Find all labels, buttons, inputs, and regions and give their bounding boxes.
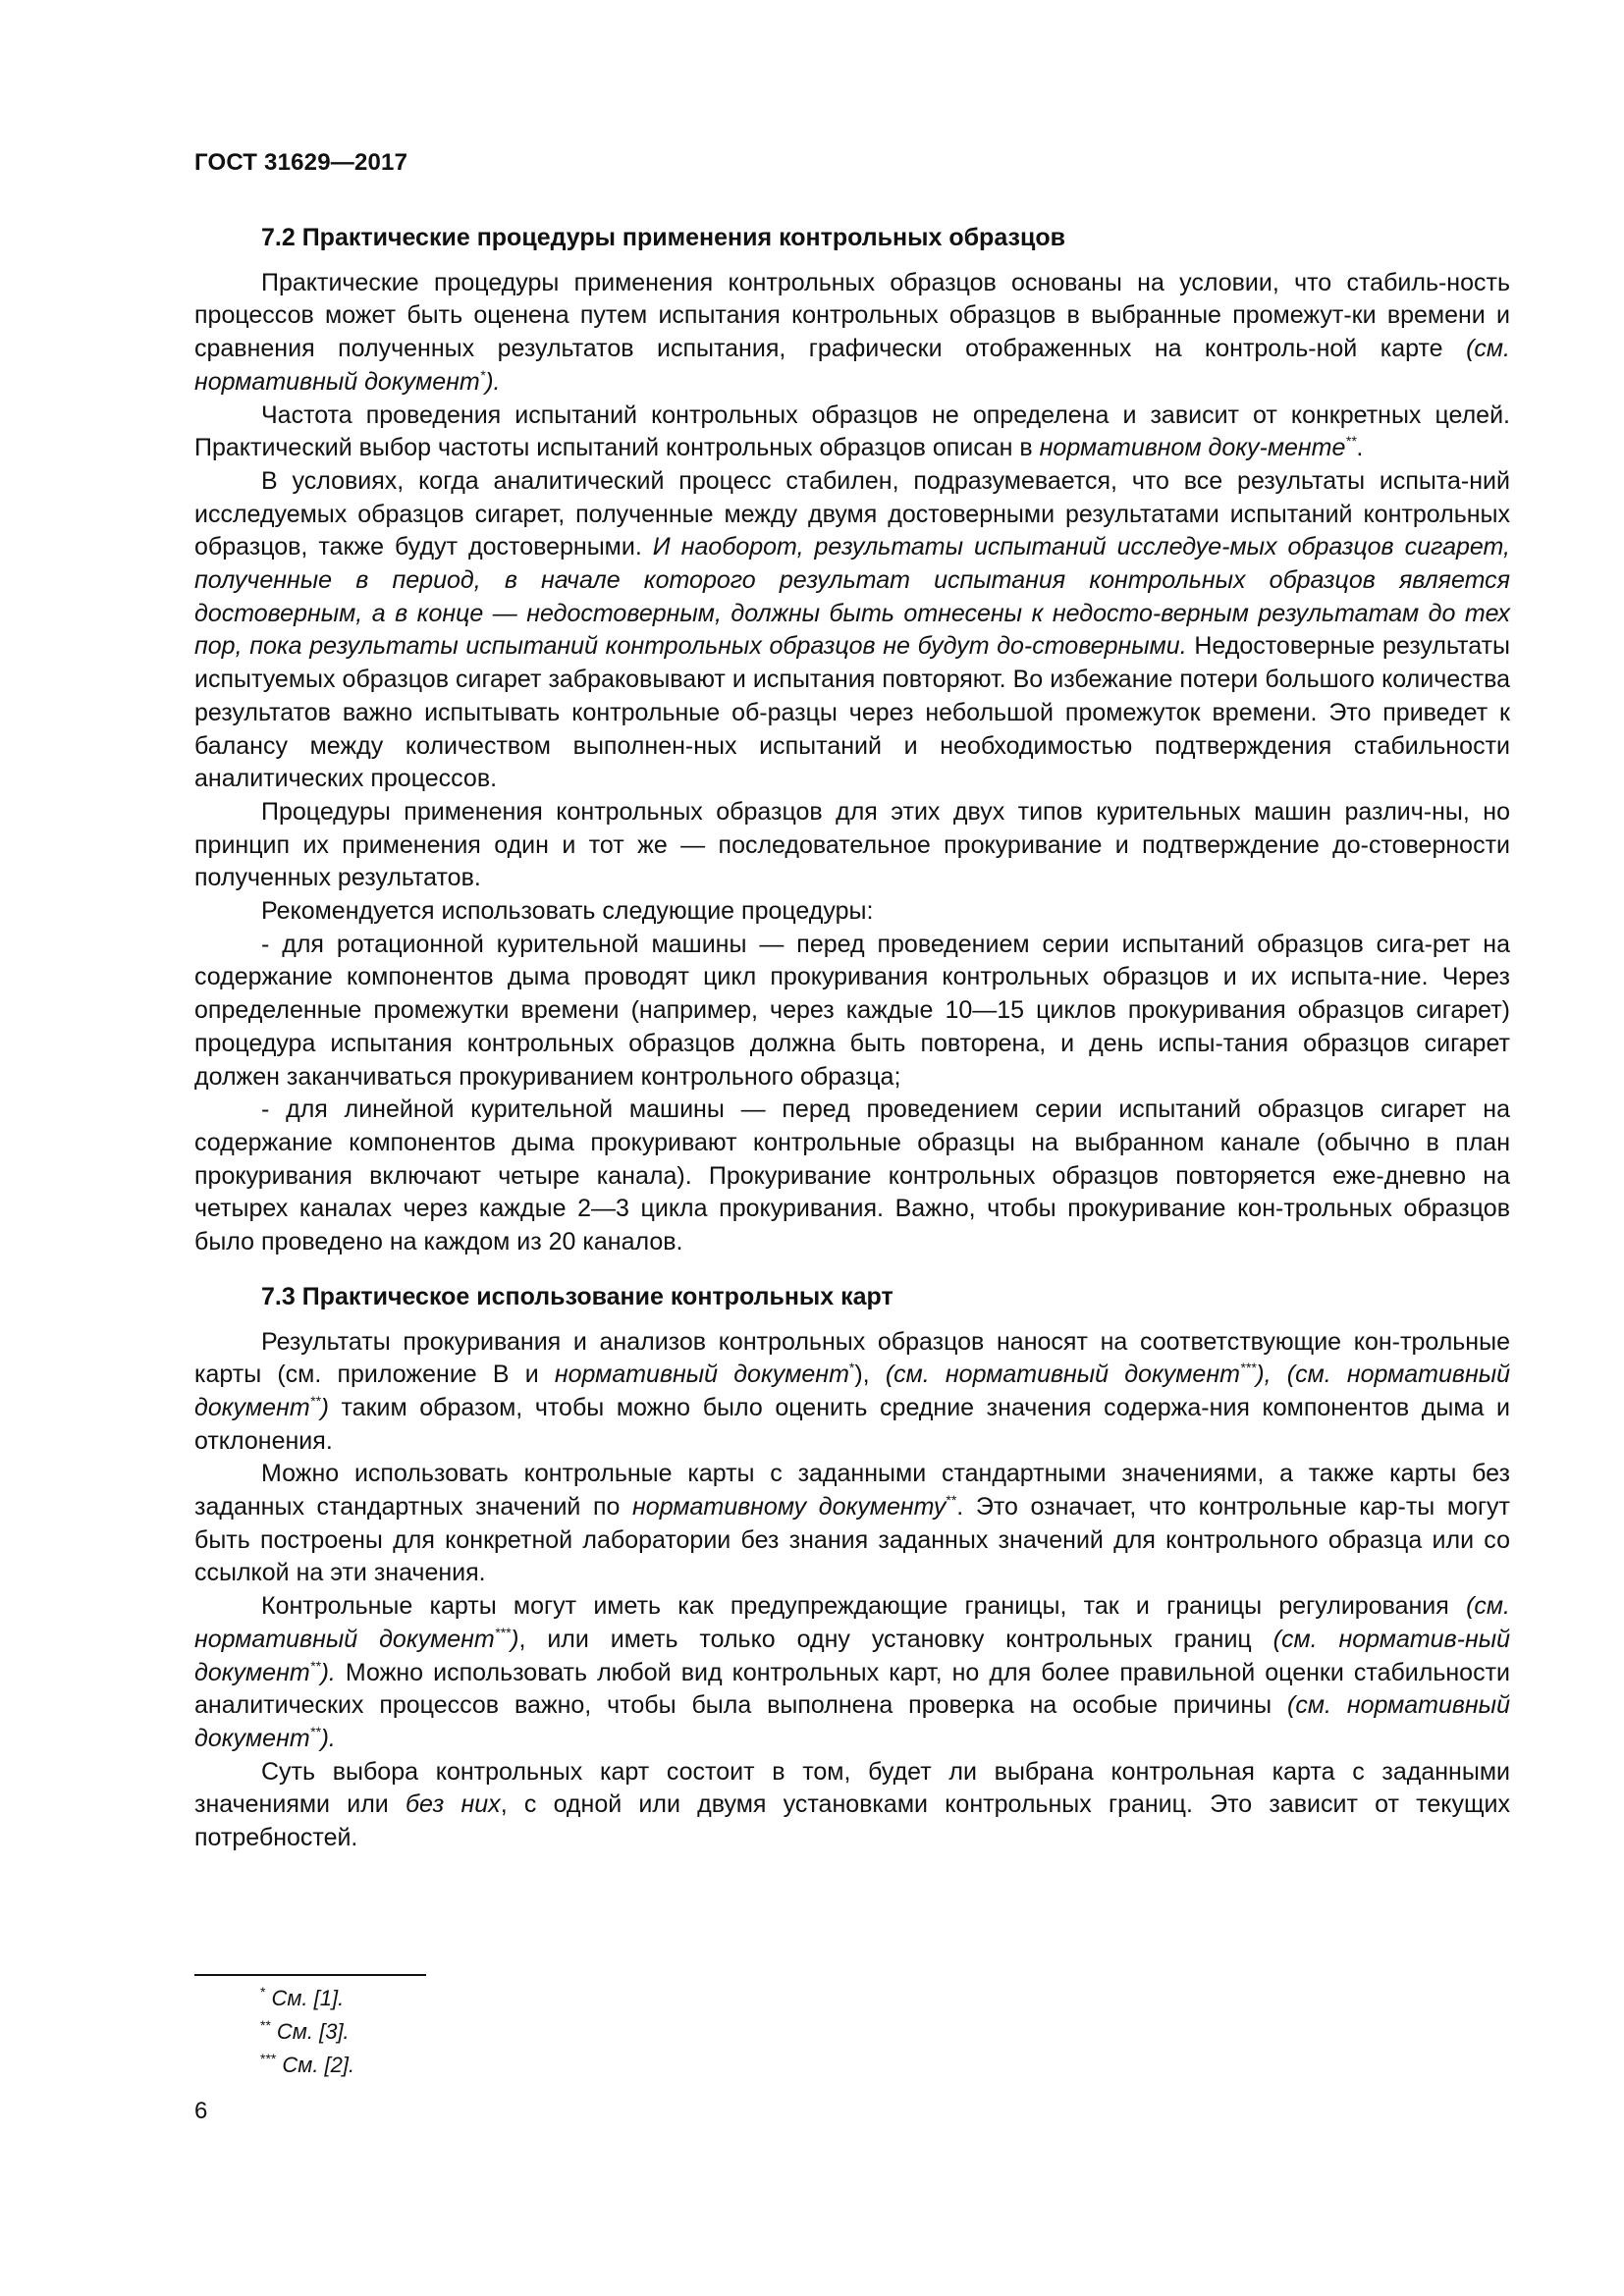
- paragraph: Можно использовать контрольные карты с заданными стандартными значениями, а также карты без заданных стандартных значений по нормативному документу**. Это означает, что контрольные кар-ты могут быть построены для конкретной лаборатории без знания заданных значений для контрольного образца или со ссылкой на эти значения.: [194, 1460, 1511, 1587]
- paragraph: В условиях, когда аналитический процесс стабилен, подразумевается, что все результаты испыта-ний исследуемых образцов сигарет, полученные между двумя достоверными результатами испытаний контрольных образцов, также будут достоверными. И наоборот, результаты испытаний исследуе-мых образцов сигарет, полученные в период, в начале которого результат испытания контрольных образцов является достоверным, а в конце — недостоверным, должны быть отнесены к недосто-верным результатам до тех пор, пока результаты испытаний контрольных образцов не будут до-стоверными. Недостоверные результаты испытуемых образцов сигарет забраковывают и испытания повторяют. Во избежание потери большого количества результатов важно испытывать контрольные об-разцы через небольшой промежуток времени. Это приведет к балансу между количеством выполнен-ных испытаний и необходимостью подтверждения стабильности аналитических процессов.: [194, 466, 1510, 793]
- footnote: *** См. [2].: [260, 2051, 355, 2077]
- paragraph: Практические процедуры применения контрольных образцов основаны на условии, что стабиль-ность процессов может быть оценена путем испытания контрольных образцов в выбранные промежут-ки времени и сравнения полученных результатов испытания, графически отображенных на контроль-ной карте (см. нормативный документ*).: [194, 268, 1510, 396]
- footnote-divider: [194, 1974, 426, 1976]
- paragraph: Суть выбора контрольных карт состоит в том, будет ли выбрана контрольная карта с заданными значениями или без них, с одной или двумя установками контрольных границ. Это зависит от текущих потребностей.: [194, 1757, 1511, 1852]
- section-7-2-title: 7.2 Практические процедуры применения контрольных образцов: [261, 224, 1065, 251]
- footnote: * См. [1].: [260, 1984, 345, 2010]
- list-item: - для линейной курительной машины — перед проведением серии испытаний образцов сигарет на содержание компонентов дыма прокуривают контрольные образцы на выбранном канале (обычно в план прокуривания включают четыре канала). Прокуривание контрольных образцов повторяется еже-дневно на четырех каналах через каждые 2—3 цикла прокуривания. Важно, чтобы прокуривание кон-трольных образцов было проведено на каждом из 20 каналов.: [194, 1095, 1510, 1256]
- paragraph: Контрольные карты могут иметь как предупреждающие границы, так и границы регулирования (см. нормативный документ***), или иметь только одну установку контрольных границ (см. норматив-ный документ**). Можно использовать любой вид контрольных карт, но для более правильной оценки стабильности аналитических процессов важно, чтобы была выполнена проверка на особые причины (см. нормативный документ**).: [194, 1592, 1511, 1752]
- list-item: - для ротационной курительной машины — перед проведением серии испытаний образцов сига-рет на содержание компонентов дыма проводят цикл прокуривания контрольных образцов и их испыта-ние. Через определенные промежутки времени (например, через каждые 10—15 циклов прокуривания образцов сигарет) процедура испытания контрольных образцов должна быть повторена, и день испы-тания образцов сигарет должен заканчиваться прокуриванием контрольного образца;: [194, 930, 1510, 1091]
- paragraph: Частота проведения испытаний контрольных образцов не определена и зависит от конкретных целей. Практический выбор частоты испытаний контрольных образцов описан в нормативном доку-менте**.: [194, 400, 1510, 462]
- footnotes: [260, 1982, 354, 2082]
- paragraph: Рекомендуется использовать следующие процедуры:: [261, 897, 874, 926]
- paragraph: Результаты прокуривания и анализов контрольных образцов наносят на соответствующие кон-трольные карты (см. приложение В и нормативный документ*), (см. нормативный документ***), (см. нормативный документ**) таким образом, чтобы можно было оценить средние значения содержа-ния компонентов дыма и отклонения.: [194, 1327, 1511, 1455]
- footnote: ** См. [3].: [260, 2017, 350, 2044]
- page-number: 6: [194, 2098, 208, 2124]
- section-7-3-title: 7.3 Практическое использование контрольных карт: [261, 1282, 893, 1310]
- document-body: [194, 222, 1510, 1855]
- document-header: ГОСТ 31629—2017: [194, 149, 408, 176]
- paragraph: Процедуры применения контрольных образцов для этих двух типов курительных машин различ-ны, но принцип их применения один и тот же — последовательное прокуривание и подтверждение до-стоверности полученных результатов.: [194, 797, 1510, 892]
